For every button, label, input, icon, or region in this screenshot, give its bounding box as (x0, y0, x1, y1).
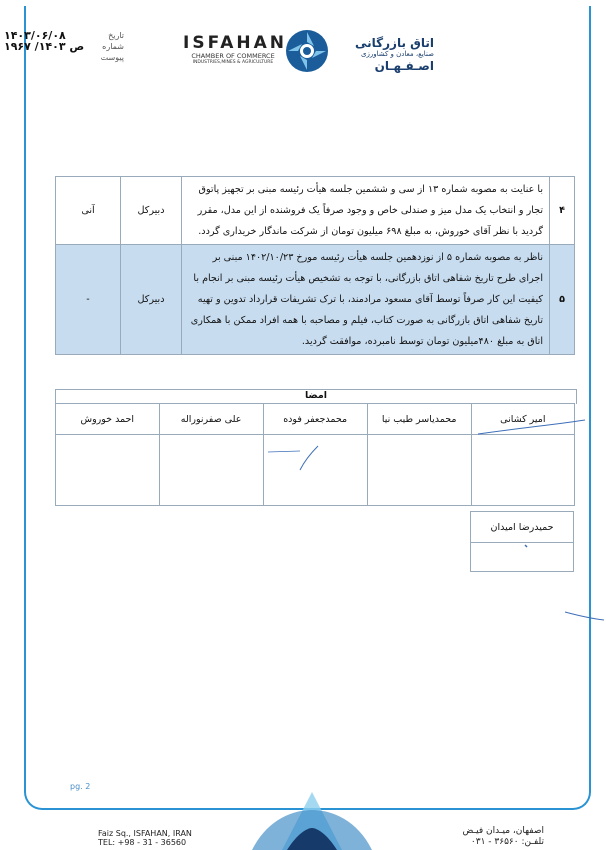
footer-address-fa (462, 826, 544, 848)
footer-address-en (98, 829, 192, 847)
row-responsible: دبیرکل (121, 177, 182, 245)
footer-fa-line2: تلفـن: ۳۶۵۶۰ - ۰۳۱ (470, 837, 544, 847)
date-label: تاریخ (108, 31, 124, 40)
logo-fa-line2: صنایع، معادن و کشاورزی (360, 50, 434, 58)
footer-emblem-icon (212, 790, 412, 850)
signatures-title: امضا (55, 389, 577, 404)
signer-name: امیر کشانی (471, 404, 574, 435)
number-value: ۱۹۶۷ /ص ۱۴۰۳ (4, 40, 85, 53)
footer-fa-line1: اصفهان، میـدان فیـض (462, 826, 544, 836)
logo-fa-line3: اصـفـهـان (374, 59, 434, 73)
date-value: ۱۴۰۳/۰۶/۰۸ (4, 29, 66, 42)
footer-en-line1: Faiz Sq., ISFAHAN, IRAN (98, 829, 192, 838)
logo-en-line2: INDUSTRIES,MINES & AGRICULTURE (192, 60, 274, 65)
signer-name: محمدیاسر طیب نیا (367, 404, 471, 435)
signer-name: محمدجعفر فوده (263, 404, 367, 435)
row-number: ۴ (550, 177, 575, 245)
page-number: pg. 2 (70, 782, 91, 791)
row-responsible: دبیرکل (121, 245, 182, 355)
signer-name: حمیدرضا امیدان (471, 512, 574, 543)
logo-en-line1: CHAMBER OF COMMERCE (191, 52, 275, 60)
logo-en-name: ISFAHAN (183, 33, 287, 53)
row-deadline: - (56, 245, 121, 355)
signer-name: احمد خوروش (56, 404, 160, 435)
row-deadline: آنی (56, 177, 121, 245)
signer-name: علی صفرنوراله (159, 404, 263, 435)
row-description: با عنایت به مصوبه شماره ۱۳ از سی و ششمین جلسه هیأت رئیسه مبنی بر تجهیز پاتوق تجار و انتخاب یک مدل میز و صندلی خاص و وجود صرفاً یک فروشنده از این مدل، مقرر گردید با نظر آقای خوروش، به مبلغ ۶۹۸ میلیون تومان از شرکت ماندگار خریداری گردد. (182, 177, 550, 245)
row-number: ۵ (550, 245, 575, 355)
attachment-label: پیوست (100, 53, 124, 62)
number-label: شماره (102, 42, 124, 51)
logo-fa-line1: اتاق بازرگانی (355, 36, 434, 50)
row-description: ناظر به مصوبه شماره ۵ از نوزدهمین جلسه هیأت رئیسه مورخ ۱۴۰۲/۱۰/۲۳ مبنی بر اجرای طرح تاریخ شفاهی اتاق بازرگانی، با توجه به تشخیص هیأت رئیسه مبنی بر انجام با کیفیت این کار صرفاً توسط آقای مسعود مرادمند، با ترک تشریفات قرارداد تدوین و تهیه تاریخ شفاهی اتاق بازرگانی به صورت کتاب، فیلم و مصاحبه با همه افراد ممکن با همکاری اتاق به مبلغ ۴۸۰میلیون تومان توسط نامبرده، موافقت گردید. (182, 245, 550, 355)
footer-en-line2: TEL: +98 - 31 - 36560 (98, 838, 187, 847)
